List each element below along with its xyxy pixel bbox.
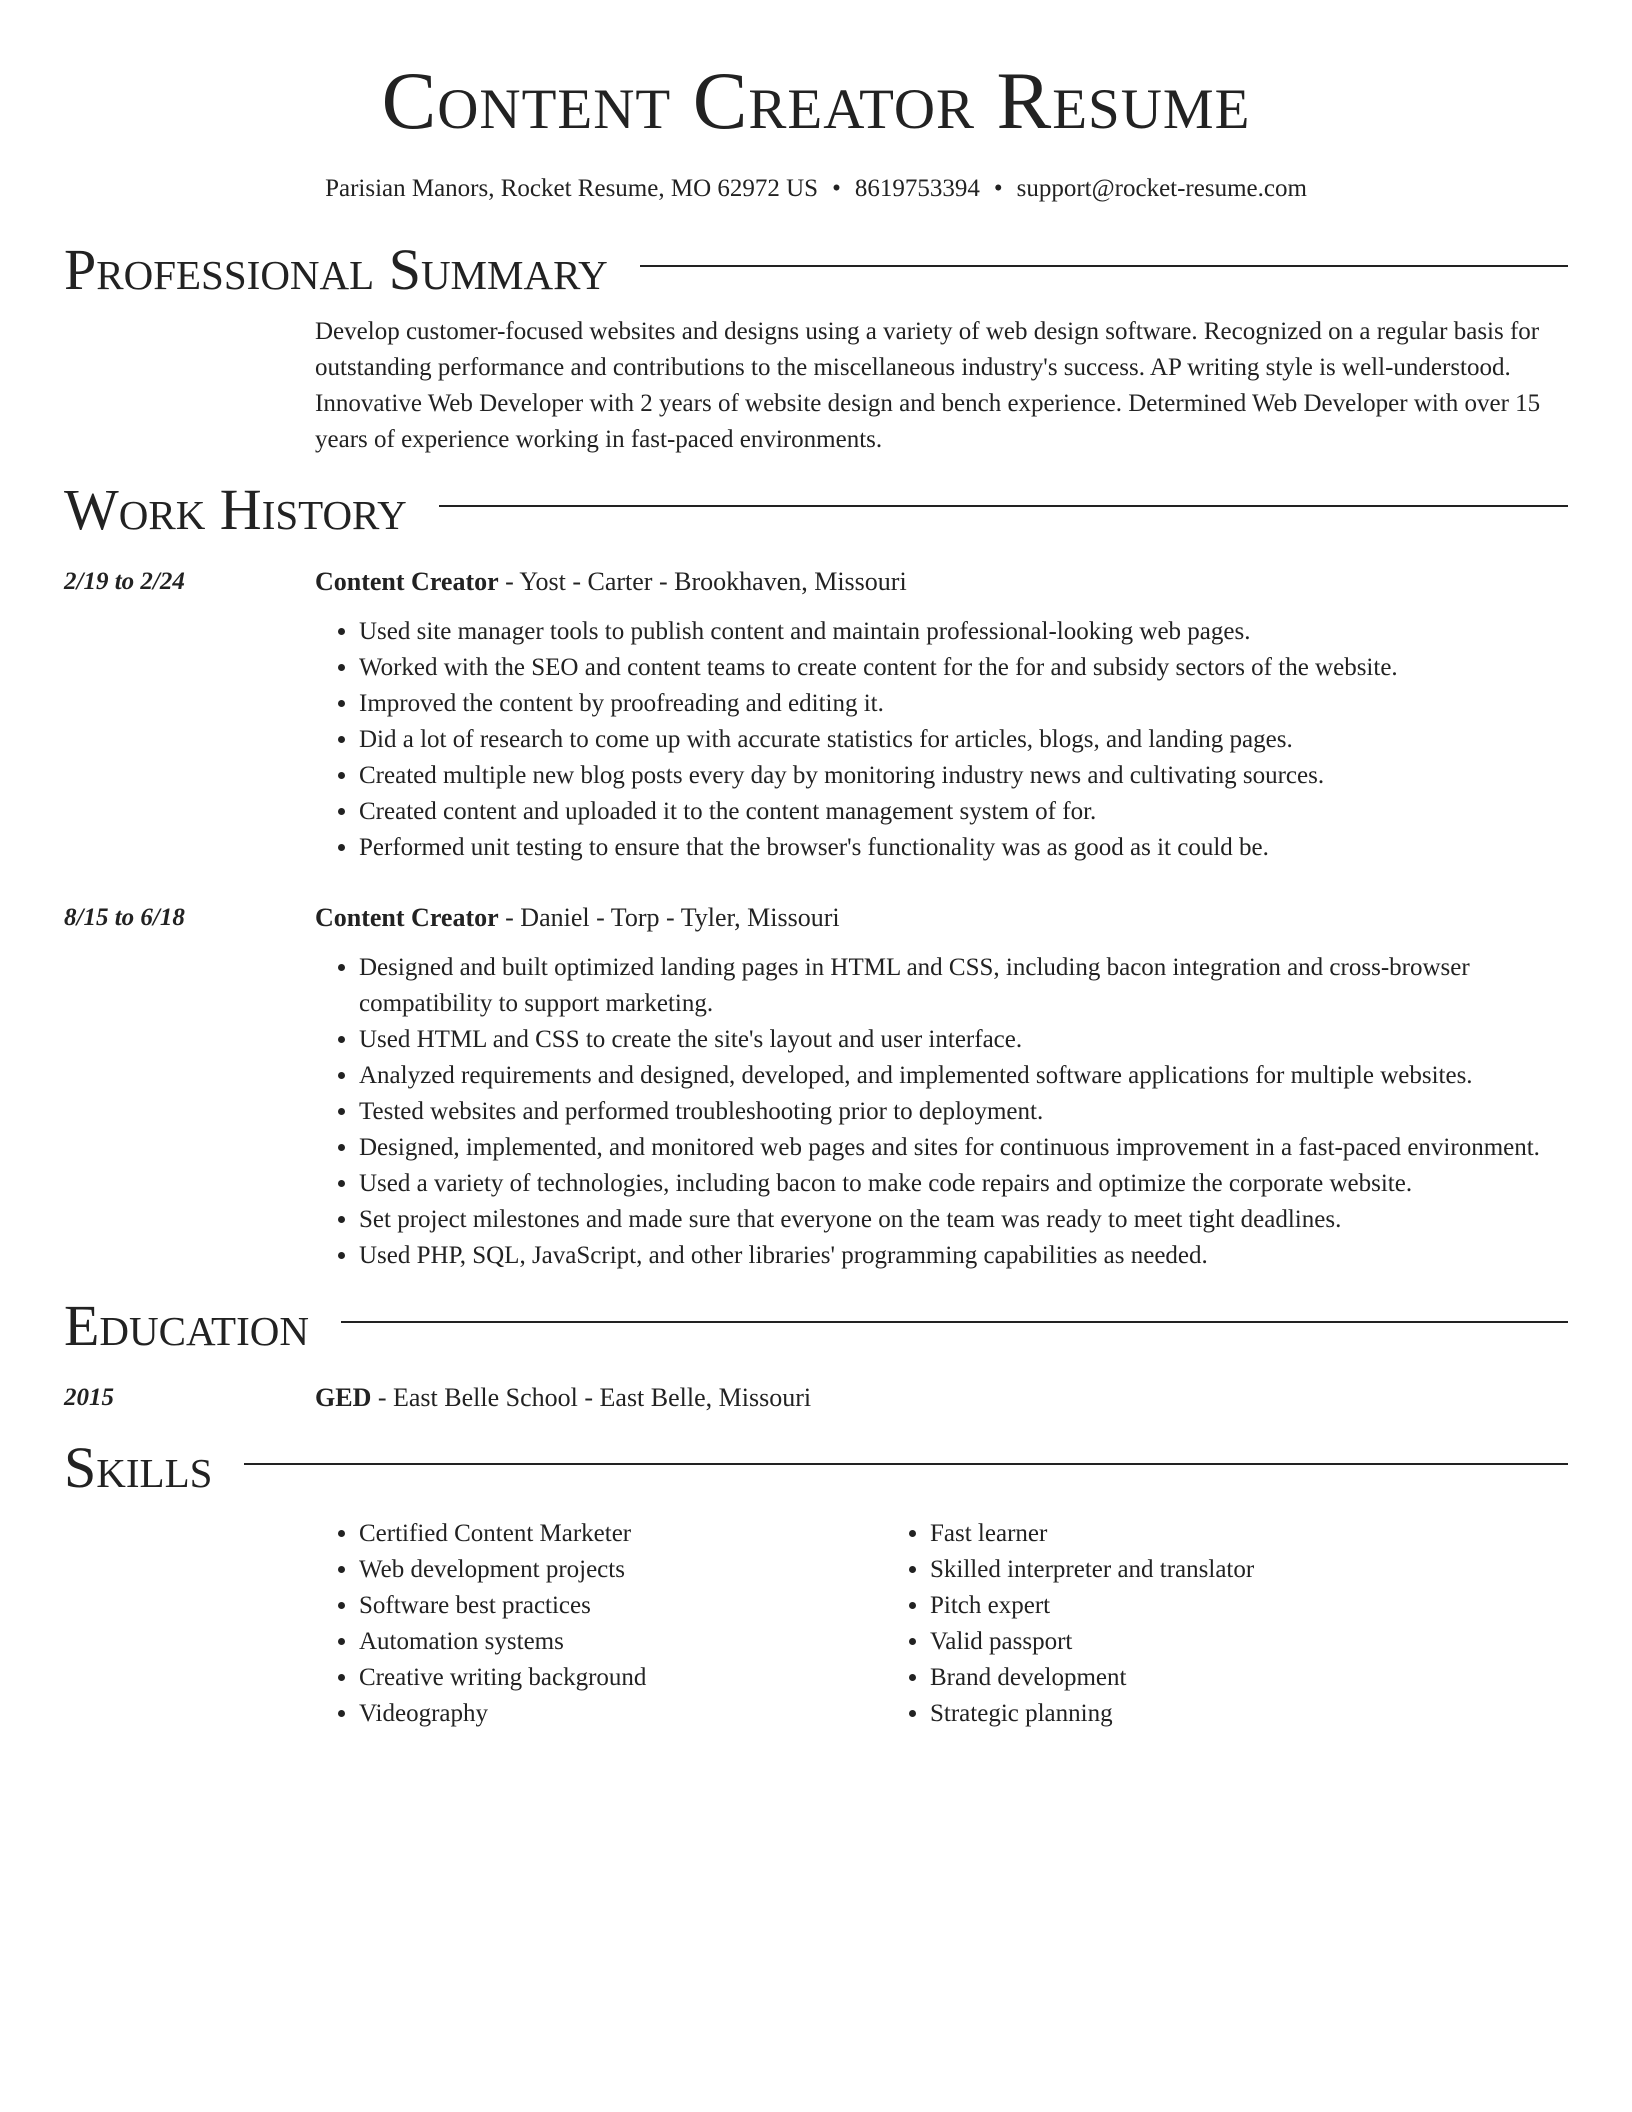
contact-line — [64, 174, 1568, 204]
skills-columns — [315, 1516, 1568, 1732]
skill-item: • Brand development — [930, 1660, 1457, 1696]
skill-item: • Strategic planning — [930, 1696, 1457, 1732]
education-year: 2015 — [64, 1384, 114, 1411]
job-bullet: • Tested websites and performed troubleshooting prior to deployment. — [359, 1094, 1568, 1130]
job-bullet: • Used a variety of technologies, including bacon to make code repairs and optimize the corporate website. — [359, 1166, 1568, 1202]
job-bullet: • Used PHP, SQL, JavaScript, and other libraries' programming capabilities as needed. — [359, 1238, 1568, 1274]
skills-row — [64, 1516, 1568, 1732]
skill-item: • Skilled interpreter and translator — [930, 1552, 1457, 1588]
contact-address: Parisian Manors, Rocket Resume, MO 62972 US — [325, 175, 819, 202]
job-dates: 2/19 to 2/24 — [64, 568, 185, 595]
summary-text: Develop customer-focused websites and designs using a variety of web design software. Recognized on a regular basis for outstanding performance and contributions to the miscellaneous industry's success. AP writing style is well-understood. Innovative Web Developer with 2 years of website design and bench experience. Determined Web Developer with over 15 years of experience working in fast-paced environments. — [315, 318, 1541, 453]
resume-page — [64, 0, 1568, 1732]
skill-item: • Automation systems — [359, 1624, 886, 1660]
skill-item: • Web development projects — [359, 1552, 886, 1588]
summary-row — [64, 314, 1568, 458]
summary-section-title: Professional Summary — [64, 237, 608, 302]
section-divider — [341, 1321, 1568, 1323]
contact-phone: 8619753394 — [854, 175, 980, 202]
job-bullet: • Did a lot of research to come up with accurate statistics for articles, blogs, and landing pages. — [359, 722, 1568, 758]
education-degree: GED — [315, 1383, 372, 1412]
job-bullet: • Created multiple new blog posts every day by monitoring industry news and cultivating sources. — [359, 758, 1568, 794]
separator-bullet: • — [993, 175, 1003, 202]
job-bullet: • Designed and built optimized landing pages in HTML and CSS, including bacon integration and cross-browser compatibility to support marketing. — [359, 950, 1568, 1022]
skill-item: • Certified Content Marketer — [359, 1516, 886, 1552]
skills-list-left — [315, 1516, 886, 1732]
job-bullet: • Worked with the SEO and content teams to create content for the for and subsidy sectors of the website. — [359, 650, 1568, 686]
job-bullets — [315, 950, 1568, 1274]
job-heading — [315, 900, 1568, 936]
skill-item: • Fast learner — [930, 1516, 1457, 1552]
job-bullet: • Performed unit testing to ensure that the browser's functionality was as good as it could be. — [359, 830, 1568, 866]
job-entry — [64, 900, 1568, 1274]
skill-item: • Software best practices — [359, 1588, 886, 1624]
section-divider — [439, 505, 1568, 507]
skill-item: • Creative writing background — [359, 1660, 886, 1696]
job-role: Content Creator — [315, 903, 499, 932]
education-entry — [64, 1380, 1568, 1416]
skills-list-right — [886, 1516, 1457, 1732]
job-entry — [64, 564, 1568, 866]
resume-name: Content Creator Resume — [381, 55, 1251, 146]
job-heading — [315, 564, 1568, 600]
section-divider — [244, 1463, 1568, 1465]
job-details: - Daniel - Torp - Tyler, Missouri — [498, 903, 840, 932]
job-bullet: • Used site manager tools to publish content and maintain professional-looking web pages. — [359, 614, 1568, 650]
education-details: - East Belle School - East Belle, Missouri — [371, 1383, 812, 1412]
summary-spacer — [64, 314, 315, 458]
job-details: - Yost - Carter - Brookhaven, Missouri — [498, 567, 907, 596]
work-section-header — [64, 477, 1568, 542]
skill-item: • Valid passport — [930, 1624, 1457, 1660]
section-divider — [640, 265, 1568, 267]
job-bullet: • Designed, implemented, and monitored web pages and sites for continuous improvement in a fast-paced environment. — [359, 1130, 1568, 1166]
contact-email: support@rocket-resume.com — [1016, 175, 1307, 202]
job-role: Content Creator — [315, 567, 499, 596]
job-bullets — [315, 614, 1568, 866]
skills-section-title: Skills — [64, 1435, 213, 1500]
skills-section-header — [64, 1435, 1568, 1500]
education-section-header — [64, 1293, 1568, 1358]
job-bullet: • Set project milestones and made sure that everyone on the team was ready to meet tight deadlines. — [359, 1202, 1568, 1238]
skill-item: • Videography — [359, 1696, 886, 1732]
job-dates: 8/15 to 6/18 — [64, 904, 185, 931]
skill-item: • Pitch expert — [930, 1588, 1457, 1624]
work-section-title: Work History — [64, 477, 407, 542]
job-bullet: • Improved the content by proofreading and editing it. — [359, 686, 1568, 722]
education-heading — [315, 1380, 1568, 1416]
job-bullet: • Analyzed requirements and designed, developed, and implemented software applications for multiple websites. — [359, 1058, 1568, 1094]
job-bullet: • Created content and uploaded it to the content management system of for. — [359, 794, 1568, 830]
separator-bullet: • — [832, 175, 841, 202]
job-bullet: • Used HTML and CSS to create the site's layout and user interface. — [359, 1022, 1568, 1058]
education-section-title: Education — [64, 1293, 309, 1358]
skills-spacer — [64, 1516, 315, 1732]
summary-section-header — [64, 237, 1568, 302]
